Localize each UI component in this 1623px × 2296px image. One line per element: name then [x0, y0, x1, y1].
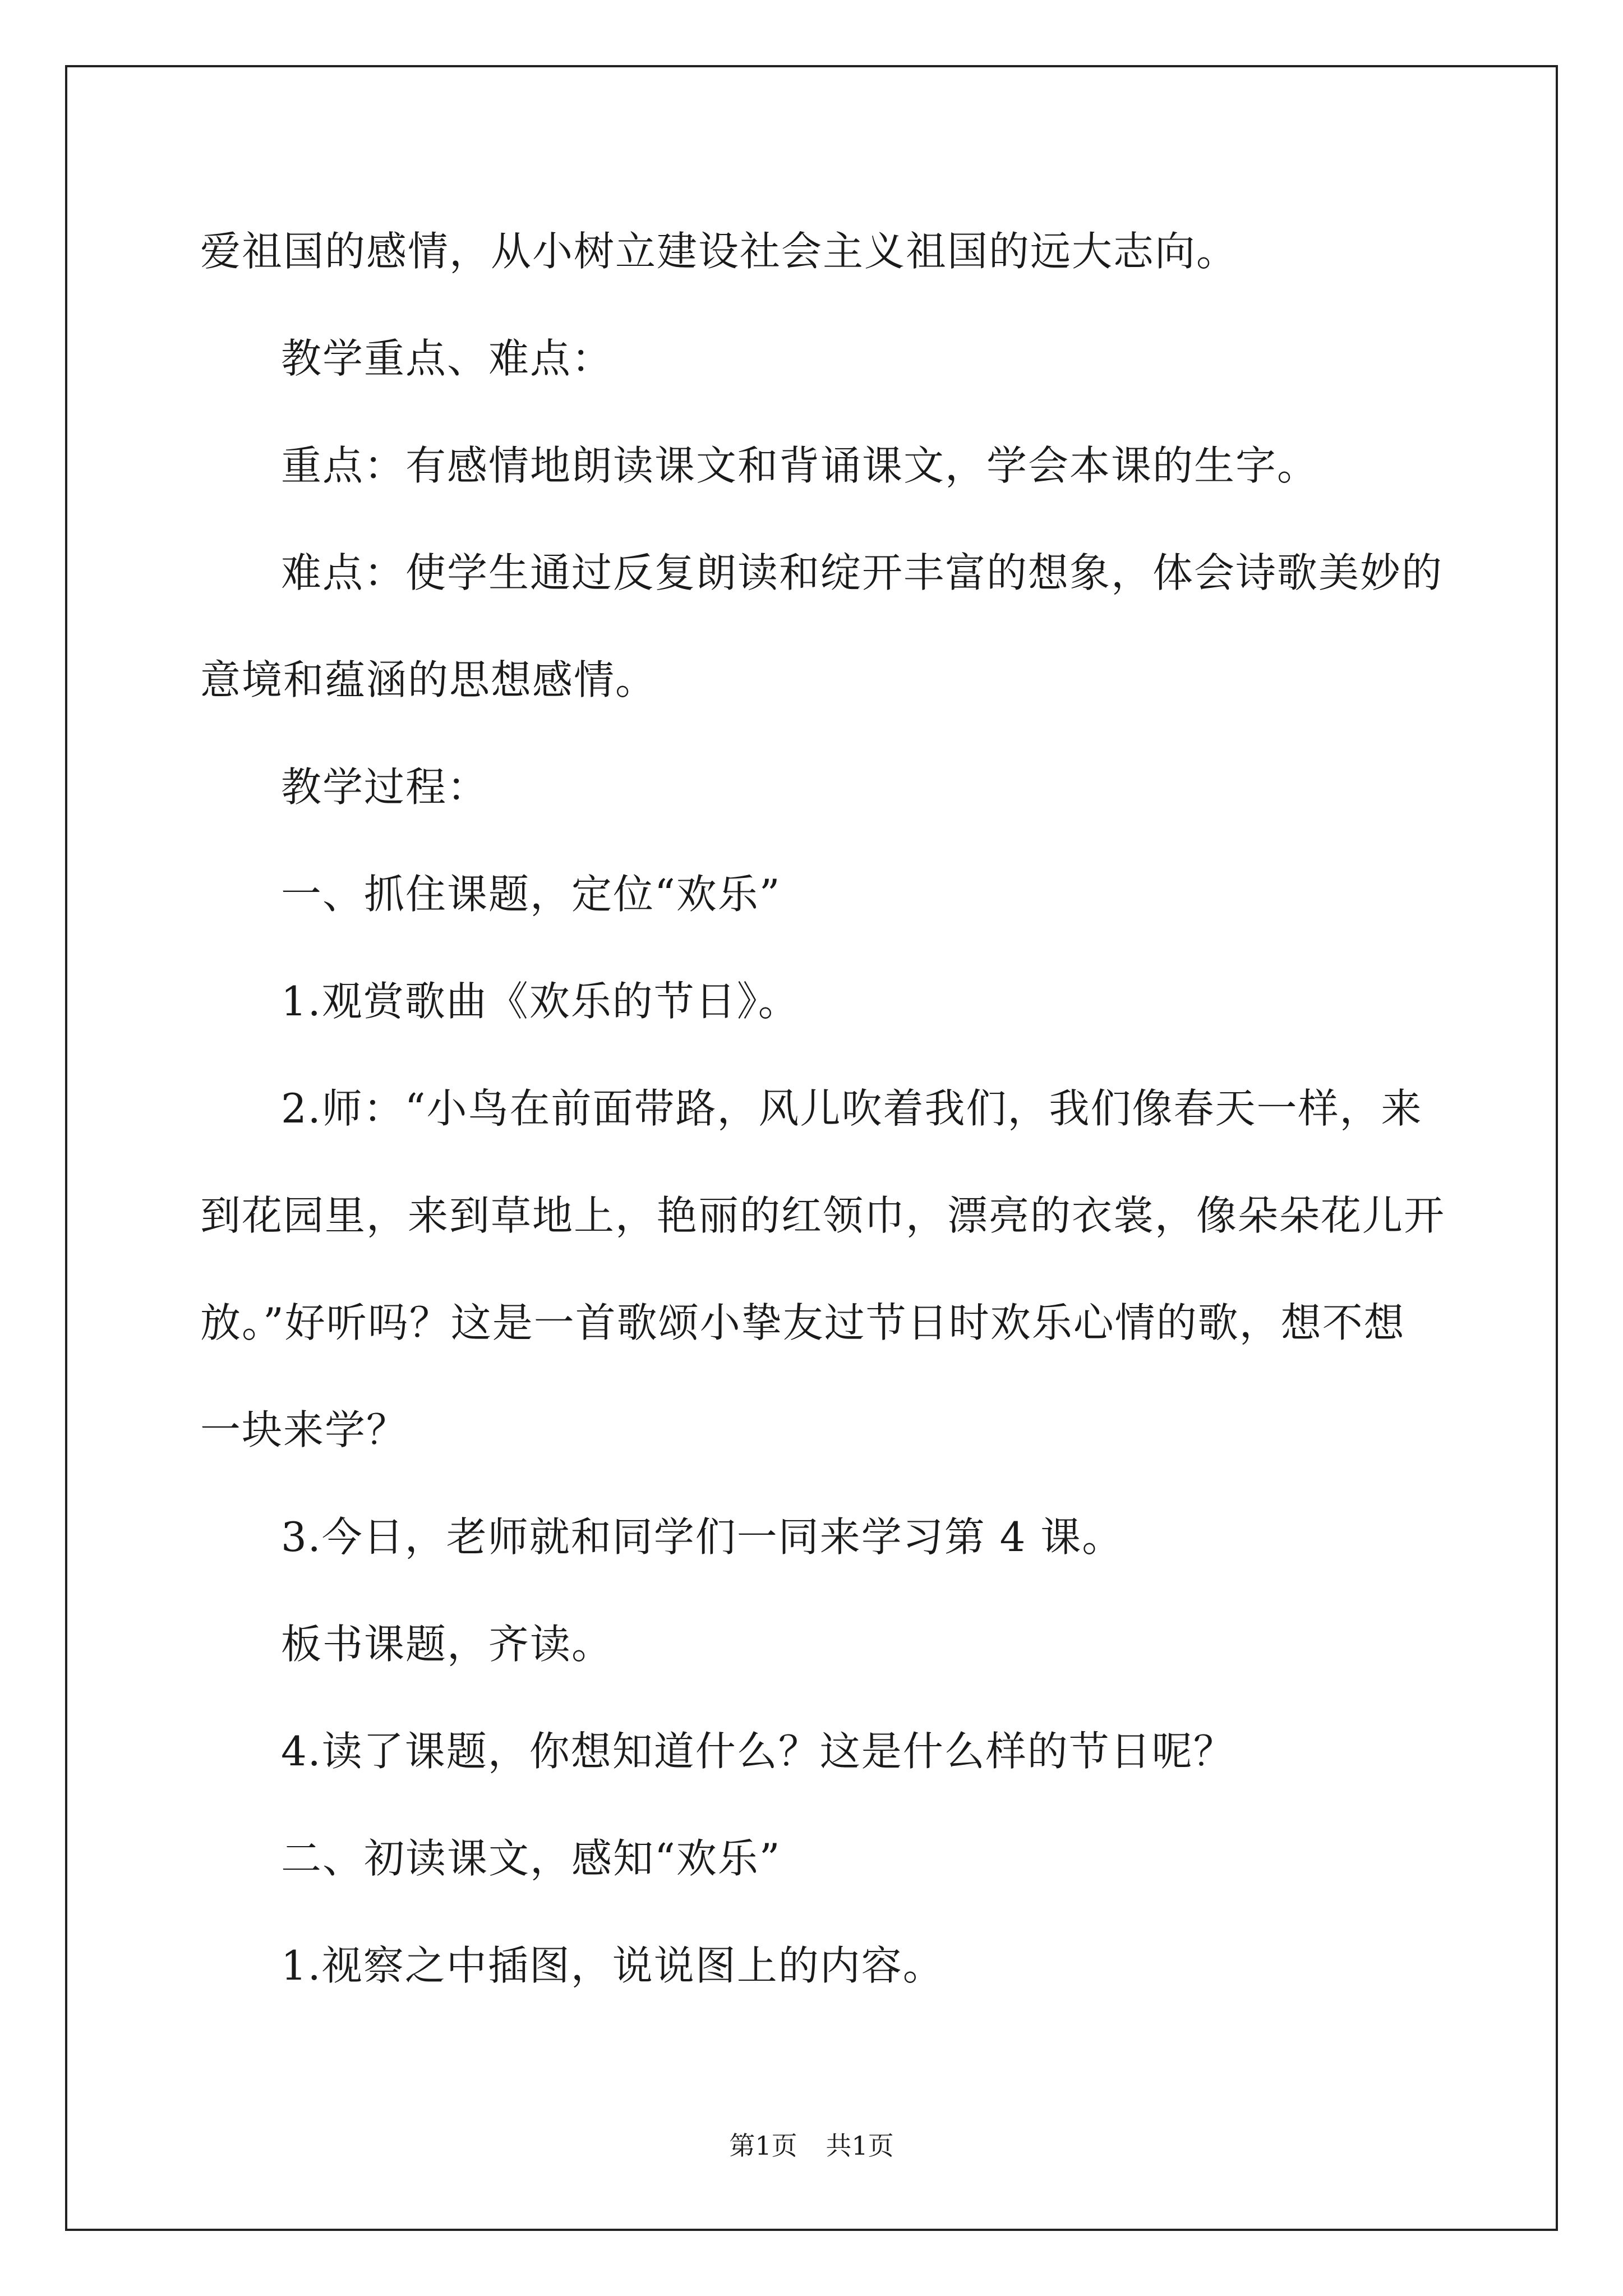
- text-line: 重点：有感情地朗读课文和背诵课文，学会本课的生字。: [281, 442, 1319, 489]
- text-line: 难点：使学生通过反复朗读和绽开丰富的想象，体会诗歌美妙的: [281, 549, 1444, 596]
- page-number-total: 共1页: [826, 2131, 894, 2161]
- text-line: 意境和蕴涵的思想感情。: [200, 656, 657, 703]
- text-line: 教学过程：: [281, 763, 489, 811]
- page-footer: [0, 2132, 1623, 2160]
- text-line: 教学重点、难点：: [281, 335, 614, 382]
- text-line: 一块来学？: [200, 1406, 408, 1453]
- text-line: 4.读了课题，你想知道什么？这是什么样的节日呢？: [281, 1728, 1235, 1775]
- page-border: [65, 65, 1558, 2231]
- text-line: 一、抓住课题，定位“欢乐”: [281, 871, 781, 918]
- text-line: 到花园里，来到草地上，艳丽的红领巾，漂亮的衣裳，像朵朵花儿开: [200, 1192, 1446, 1239]
- text-line: 爱祖国的感情，从小树立建设社会主义祖国的远大志向。: [200, 228, 1238, 275]
- text-line: 1.视察之中插图，说说图上的内容。: [281, 1942, 944, 1989]
- text-line: 1.观赏歌曲《欢乐的节日》。: [281, 978, 800, 1025]
- text-line: 2.师：“小鸟在前面带路，风儿吹着我们，我们像春天一样，来: [281, 1085, 1423, 1132]
- text-line: 板书课题，齐读。: [281, 1621, 614, 1668]
- text-line: 二、初读课文，感知“欢乐”: [281, 1835, 781, 1882]
- page-number-current: 第1页: [729, 2131, 797, 2161]
- text-line: 3.今日，老师就和同学们一同来学习第 4 课。: [281, 1513, 1124, 1561]
- text-line: 放。”好听吗？这是一首歌颂小挚友过节日时欢乐心情的歌，想不想: [200, 1299, 1405, 1346]
